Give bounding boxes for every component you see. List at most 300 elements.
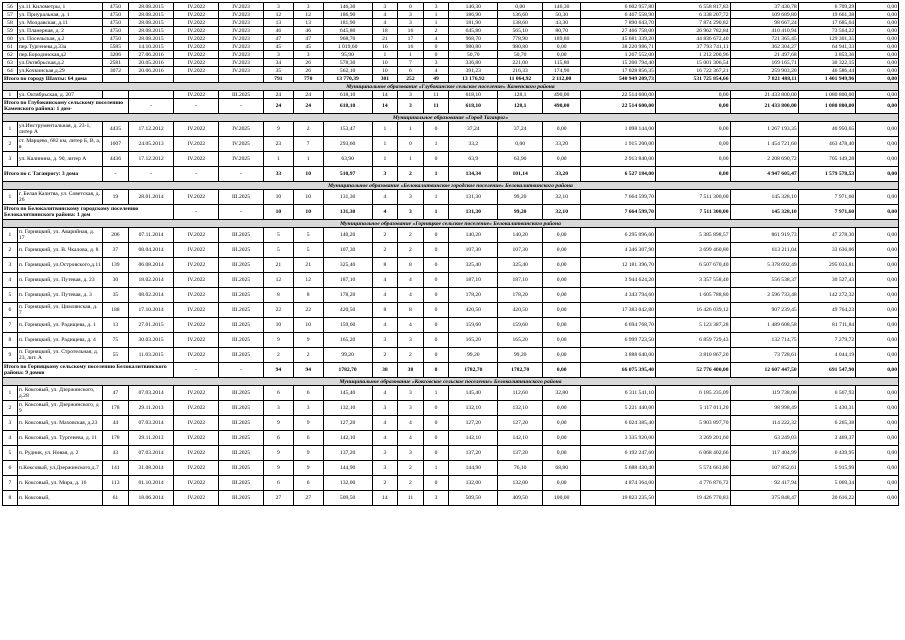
table-cell: 4 [372, 11, 398, 19]
table-cell: 2 596 733,48 [730, 288, 798, 303]
table-cell: 38 [372, 363, 398, 378]
table-cell: 1782,70 [323, 363, 372, 378]
table-cell: - [219, 167, 264, 182]
table-cell: 5 574 661,80 [655, 461, 730, 476]
table-cell: 907 239,45 [730, 303, 798, 318]
table-cell: 1 [3, 386, 18, 401]
table-cell: 17 383 042,80 [581, 303, 656, 318]
table-cell: IV.2022 [174, 67, 219, 75]
table-cell: 791 [263, 75, 293, 83]
table-row [3, 67, 899, 75]
table-cell: 28.08.2015 [128, 11, 174, 19]
table-cell: 6 567,93 [798, 386, 856, 401]
table-cell: 23 [263, 137, 293, 152]
table-cell: 0 [423, 431, 449, 446]
table-cell: III.2025 [219, 318, 264, 333]
table-cell: 0 [423, 348, 449, 363]
table-cell: IV.2022 [174, 416, 219, 431]
table-cell: 6 295 096,60 [581, 228, 656, 243]
table-cell: 131,30 [449, 190, 498, 205]
table-cell: 9 [3, 348, 18, 363]
table-cell: 20.06.2016 [128, 67, 174, 75]
table-cell: - [103, 167, 129, 182]
table-cell: IV.2022 [174, 243, 219, 258]
table-cell: 13 176,92 [449, 75, 498, 83]
table-cell: 0 [423, 258, 449, 273]
table-cell: III.2025 [219, 190, 264, 205]
table-cell: IV.2022 [174, 91, 219, 99]
table-cell: III.2025 [219, 228, 264, 243]
table-cell: 0,00 [856, 35, 899, 43]
table-cell: IV.2022 [174, 401, 219, 416]
table-cell: 33 [263, 167, 293, 182]
table-cell: 0,00 [655, 167, 730, 182]
table-cell: 80,70 [543, 27, 581, 35]
table-cell: 0,00 [543, 288, 581, 303]
table-cell: п. Коксовый, ул. Дзержинского, д.28 [17, 386, 102, 401]
table-cell: 114 222,32 [730, 416, 798, 431]
table-row [3, 35, 899, 43]
table-cell: IV.2022 [174, 476, 219, 491]
table-cell: 4 [423, 67, 449, 75]
housing-register-table [2, 2, 899, 506]
table-cell: 1 [423, 19, 449, 27]
table-cell: - [174, 99, 219, 114]
table-cell: 3 [423, 491, 449, 506]
table-cell: 159,60 [498, 318, 543, 333]
table-cell: 92 417,94 [730, 476, 798, 491]
table-cell: 60 [3, 35, 18, 43]
table-cell: 20.05.2016 [128, 59, 174, 67]
table-cell: 4 [398, 288, 424, 303]
table-cell: 9 [263, 416, 293, 431]
table-cell: 2 [3, 137, 18, 152]
table-cell: ул. Приуральная, д. 1 [17, 11, 102, 19]
table-cell: 1 454 721,60 [730, 137, 798, 152]
table-cell: IV.2022 [174, 43, 219, 51]
table-cell: 7 511 300,00 [655, 190, 730, 205]
table-cell: 3 [372, 167, 398, 182]
table-cell: 145,40 [449, 386, 498, 401]
table-cell: 0,00 [856, 99, 899, 114]
table-cell: IV.2022 [174, 386, 219, 401]
table-cell: 645,80 [449, 27, 498, 35]
table-cell: 49 [423, 75, 449, 83]
table-cell: 4436 [103, 152, 129, 167]
table-cell: 3 853,36 [798, 51, 856, 59]
table-cell: 391,23 [449, 67, 498, 75]
table-cell: п. Горняцкий, ул. Путевая, д. 3 [17, 288, 102, 303]
table-cell: 19 [103, 190, 129, 205]
table-cell: 556 538,37 [730, 273, 798, 288]
table-row [3, 273, 899, 288]
table-cell: 68,80 [543, 461, 581, 476]
table-cell: 07.03.2014 [128, 386, 174, 401]
table-cell: 37,24 [498, 122, 543, 137]
table-cell: IV.2022 [174, 431, 219, 446]
table-cell: 99,20 [323, 348, 372, 363]
table-cell: 15 200 794,40 [581, 59, 656, 67]
table-cell: 3 944 624,20 [581, 273, 656, 288]
table-cell: 3 [3, 258, 18, 273]
table-cell: - [174, 363, 219, 378]
municipality-header-row [3, 182, 899, 190]
table-cell: 2 [398, 348, 424, 363]
table-cell: п. Коксовый, [17, 491, 102, 506]
table-cell: 140,20 [449, 228, 498, 243]
table-cell: 0,00 [856, 416, 899, 431]
table-cell: 1 [3, 122, 18, 137]
table-cell: 13 [293, 19, 323, 27]
table-cell: 08.04.2014 [128, 243, 174, 258]
table-cell: 578,30 [323, 59, 372, 67]
table-cell: 3 [423, 3, 449, 11]
table-cell: 1 [372, 51, 398, 59]
table-row [3, 318, 899, 333]
table-cell: 216,33 [498, 67, 543, 75]
table-cell: 19 823 235,50 [581, 491, 656, 506]
table-cell: 31.08.2014 [128, 461, 174, 476]
table-cell: IV.2022 [174, 137, 219, 152]
table-cell: 0,00 [856, 43, 899, 51]
table-cell: 127,20 [498, 416, 543, 431]
table-cell: 7 [293, 137, 323, 152]
table-cell: 2 913 840,00 [581, 152, 656, 167]
table-cell: 9 [293, 446, 323, 461]
table-cell: 0,00 [543, 318, 581, 333]
table-cell: 27 [293, 491, 323, 506]
table-cell: 11 [423, 91, 449, 99]
table-cell: 0,00 [543, 348, 581, 363]
table-cell: п. Горняцкий, ул. Путевая, д. 23 [17, 273, 102, 288]
table-cell: 490,00 [543, 91, 581, 99]
table-cell: 16 [372, 43, 398, 51]
table-cell: 145 328,10 [730, 190, 798, 205]
table-cell: 0,00 [856, 491, 899, 506]
table-cell: 1 [398, 51, 424, 59]
table-cell: 13 770,39 [323, 75, 372, 83]
table-cell: 7 874 290,82 [655, 19, 730, 27]
table-cell: 613 211,04 [730, 243, 798, 258]
table-cell: 2 [3, 401, 18, 416]
table-cell: п. Коксовый, ул. Мира, д. 16 [17, 476, 102, 491]
table-cell: 4750 [103, 11, 129, 19]
table-cell: 115,80 [543, 59, 581, 67]
table-cell: 21 [372, 35, 398, 43]
table-cell: 0,00 [543, 476, 581, 491]
table-cell: 1 489 608,58 [730, 318, 798, 333]
table-cell: 252 [398, 75, 424, 83]
table-cell: 131,30 [323, 205, 372, 220]
table-cell: - [219, 99, 264, 114]
table-cell: 07.03.2014 [128, 416, 174, 431]
table-cell: 3 [372, 461, 398, 476]
table-cell: 37 430,78 [730, 3, 798, 11]
table-cell: 3 [263, 51, 293, 59]
table-cell: 5 [293, 228, 323, 243]
table-cell: 188 [103, 303, 129, 318]
table-cell: 1 [263, 152, 293, 167]
table-cell: 32,10 [543, 190, 581, 205]
table-cell: 1 098 144,00 [581, 122, 656, 137]
table-cell: 2 [263, 348, 293, 363]
table-cell: 0,00 [856, 91, 899, 99]
table-cell: 24.05.2013 [128, 137, 174, 152]
table-cell: 28.08.2015 [128, 35, 174, 43]
table-cell: 1 [3, 228, 18, 243]
table-cell: 6 709,29 [798, 3, 856, 11]
subtotal-row [3, 75, 899, 83]
table-cell: ул. Планерная, д. 2 [17, 27, 102, 35]
table-cell: 0,00 [655, 91, 730, 99]
table-cell: 0 [423, 51, 449, 59]
table-cell [219, 75, 264, 83]
table-cell: 24 [263, 91, 293, 99]
table-cell: III.2025 [219, 491, 264, 506]
table-cell: 1 267 552,00 [581, 51, 656, 59]
table-row [3, 446, 899, 461]
table-cell: 3 [398, 19, 424, 27]
table-cell: 33 636,06 [798, 243, 856, 258]
table-cell: 0 [423, 273, 449, 288]
table-cell: 1 267 193,35 [730, 122, 798, 137]
table-cell: 107,30 [498, 243, 543, 258]
table-cell: 0 [423, 401, 449, 416]
table-cell: 1 401 949,96 [798, 75, 856, 83]
table-cell: 293,60 [323, 137, 372, 152]
table-cell: 12 [293, 273, 323, 288]
table-cell: 968,70 [323, 35, 372, 43]
table-cell: 174,90 [543, 67, 581, 75]
table-cell: 7 821 488,11 [730, 75, 798, 83]
table-cell: 34 [263, 59, 293, 67]
table-cell: 0,00 [856, 27, 899, 35]
table-cell: 4 [372, 431, 398, 446]
table-cell: 99,20 [498, 348, 543, 363]
table-cell: 409,50 [498, 491, 543, 506]
table-cell: 4 [372, 19, 398, 27]
table-cell: 46 [263, 27, 293, 35]
table-cell: 0 [423, 446, 449, 461]
table-cell: 0,00 [543, 416, 581, 431]
table-cell: 1 [372, 122, 398, 137]
table-row [3, 461, 899, 476]
table-cell: 562,10 [323, 67, 372, 75]
table-cell: 0,00 [543, 122, 581, 137]
table-cell: 0,00 [856, 258, 899, 273]
table-cell: 3 357 558,40 [655, 273, 730, 288]
table-cell: 3 [398, 446, 424, 461]
table-cell: 6 [3, 461, 18, 476]
table-cell: 1782,70 [498, 363, 543, 378]
table-cell: 12 607 447,50 [730, 363, 798, 378]
table-cell: 5 378 692,49 [730, 258, 798, 273]
table-cell: 4750 [103, 35, 129, 43]
table-cell: 510,97 [323, 167, 372, 182]
table-cell: 1 915 200,00 [581, 137, 656, 152]
table-cell: 50,30 [543, 11, 581, 19]
table-cell: IV.2023 [219, 43, 264, 51]
table-cell: 0,00 [543, 401, 581, 416]
table-cell: 6 [293, 386, 323, 401]
table-cell: п. Коксовый, ул. Дзержинского, д 9 [17, 401, 102, 416]
table-cell: 01.10.2014 [128, 476, 174, 491]
table-cell: 159,60 [323, 318, 372, 333]
table-cell: 28.08.2015 [128, 27, 174, 35]
table-cell: 9 [293, 461, 323, 476]
table-cell: 13 [263, 19, 293, 27]
table-cell: IV.2023 [219, 51, 264, 59]
table-cell: 17 685,64 [798, 19, 856, 27]
table-cell: 10 [372, 67, 398, 75]
table-cell: 4 947 605,47 [730, 167, 798, 182]
table-cell: п. Горняцкий, ул. Цимлянская, д. 7 [17, 303, 102, 318]
table-cell: Итого по Глубокинскому сельскому поселению Каменского района: 1 дом- [3, 99, 129, 114]
table-cell: 63 249,03 [730, 431, 798, 446]
table-cell: 11 [398, 491, 424, 506]
table-cell: 132,10 [323, 401, 372, 416]
table-cell: 1 212 200,96 [655, 51, 730, 59]
table-cell: ул.11 Километры, 1 [17, 3, 102, 11]
table-cell: 0,00 [543, 363, 581, 378]
table-cell: 4750 [103, 27, 129, 35]
table-cell: III.2025 [219, 91, 264, 99]
table-cell: 295 033,81 [798, 258, 856, 273]
table-cell: 10 [263, 190, 293, 205]
table-row [3, 288, 899, 303]
table-cell: 3 [293, 51, 323, 59]
table-row [3, 137, 899, 152]
table-cell: Муниципальное образование «Коксовское сельское поселение» Белокалитвинского района [3, 378, 899, 386]
table-cell: 0,00 [655, 137, 730, 152]
table-cell: 0,00 [655, 122, 730, 137]
table-cell: III.2025 [219, 258, 264, 273]
table-cell: 132,10 [449, 401, 498, 416]
table-cell: 3 888 640,00 [581, 348, 656, 363]
table-cell: 64 [3, 67, 18, 75]
table-cell: 0 [398, 3, 424, 11]
table-cell: 1 019,60 [323, 43, 372, 51]
table-cell: 186,90 [323, 11, 372, 19]
table-cell: 5 117 011,20 [655, 401, 730, 416]
table-cell: IV.2022 [174, 152, 219, 167]
table-cell: 0 [423, 228, 449, 243]
table-cell: 113 [103, 476, 129, 491]
table-cell: 22 514 600,00 [581, 99, 656, 114]
table-cell: 21 497,68 [730, 51, 798, 59]
table-cell: 18.06.2014 [128, 491, 174, 506]
table-cell: 0 [423, 363, 449, 378]
table-cell: Итого по Горняцкому сельскому поселению Белокалитвинского района: 9 домов [3, 363, 174, 378]
table-cell: 3 [293, 3, 323, 11]
table-cell: 0,00 [543, 431, 581, 446]
table-cell: 44 [103, 416, 129, 431]
table-cell: 181,90 [323, 19, 372, 27]
table-cell: 29.11.2013 [128, 431, 174, 446]
table-cell [103, 91, 129, 99]
table-cell: 100,00 [543, 491, 581, 506]
table-cell: 10 [263, 318, 293, 333]
table-cell: 52 776 400,00 [655, 363, 730, 378]
table-cell: 19 661,38 [798, 11, 856, 19]
table-cell: 618,10 [323, 99, 372, 114]
subtotal-row [3, 167, 899, 182]
table-cell: 0,00 [543, 228, 581, 243]
table-cell: 22 [263, 303, 293, 318]
table-cell: 132 714,75 [730, 333, 798, 348]
table-cell: 76,10 [498, 461, 543, 476]
table-row [3, 27, 899, 35]
table-cell: 2 [293, 348, 323, 363]
table-cell: IV.2022 [174, 228, 219, 243]
table-cell: 7 971,60 [798, 205, 856, 220]
table-row [3, 152, 899, 167]
table-cell: 98 667,24 [730, 19, 798, 27]
table-cell: 2 [398, 243, 424, 258]
table-cell: 29.11.2013 [128, 401, 174, 416]
table-cell: 6 507 670,40 [655, 258, 730, 273]
table-cell: 565,10 [498, 27, 543, 35]
table-cell: 3 810 867,20 [655, 348, 730, 363]
table-cell: 07.11.2014 [128, 228, 174, 243]
table-cell: 8 [398, 303, 424, 318]
table-cell: 2581 [103, 59, 129, 67]
table-cell: 6 [263, 386, 293, 401]
table-cell: 1 605 788,80 [655, 288, 730, 303]
table-cell: 3 [398, 333, 424, 348]
table-row [3, 122, 899, 137]
table-cell: 1 [3, 91, 18, 99]
table-cell: 138,60 [498, 19, 543, 27]
table-cell: IV.2023 [219, 27, 264, 35]
table-cell: 8 [372, 303, 398, 318]
table-cell: 540 949 209,73 [581, 75, 656, 83]
table-cell: 325,40 [498, 258, 543, 273]
table-cell: 13 [103, 318, 129, 333]
table-cell: 14.10.2015 [128, 43, 174, 51]
table-cell: 24 [293, 91, 323, 99]
table-cell: 181,90 [449, 19, 498, 27]
table-cell: 75 [103, 333, 129, 348]
municipality-header-row [3, 220, 899, 228]
table-cell: 45 [293, 43, 323, 51]
table-cell: 47 [263, 35, 293, 43]
table-cell: 12 [263, 273, 293, 288]
table-cell: 33,20 [543, 137, 581, 152]
table-cell: 99,20 [498, 190, 543, 205]
table-cell: III.2025 [219, 431, 264, 446]
table-cell: 509,50 [323, 491, 372, 506]
table-cell: ул. Молдавская, д.11 [17, 19, 102, 27]
table-cell: IV.2023 [219, 3, 264, 11]
table-cell: IV.2022 [174, 288, 219, 303]
table-cell: 2 [398, 228, 424, 243]
table-cell: 145,40 [323, 386, 372, 401]
table-cell: 10 [293, 190, 323, 205]
table-cell: 0,00 [856, 243, 899, 258]
table-cell: 0,00 [856, 3, 899, 11]
table-cell: ул.Кочкинская,д.29 [17, 67, 102, 75]
table-cell: 22 514 600,00 [581, 91, 656, 99]
table-cell: 0,00 [543, 152, 581, 167]
table-cell: 325,40 [323, 258, 372, 273]
table-cell: 146,30 [323, 3, 372, 11]
table-cell: 62 [3, 51, 18, 59]
table-cell: IV.2022 [174, 19, 219, 27]
table-cell: 35 [103, 288, 129, 303]
table-cell: Муниципальное образование «Белокалитвинское городское поселение» Белокалитвинского района [3, 182, 899, 190]
table-cell: 6 [293, 431, 323, 446]
